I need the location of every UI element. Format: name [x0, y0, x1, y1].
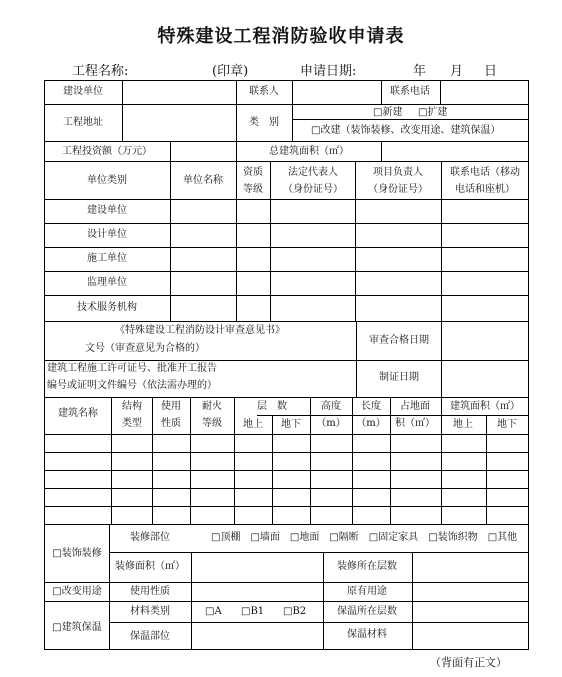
fire-rating-header-2: 等级	[202, 418, 222, 429]
pass-date-label: 审查合格日期	[369, 335, 429, 346]
material-option-b2[interactable]: □B2	[283, 606, 307, 617]
address-label: 工程地址	[63, 117, 103, 128]
phone-label: 联系电话	[390, 86, 430, 97]
application-form-table	[44, 80, 529, 650]
investment-label: 工程投资额（万元）	[62, 146, 152, 157]
decoration-part-label: 装修部位	[130, 532, 170, 543]
material-option-b1[interactable]: □B1	[241, 606, 265, 617]
usage-header: 使用	[161, 401, 181, 412]
project-name-label: 工程名称:	[72, 64, 129, 79]
month-label: 月	[450, 64, 464, 79]
area-above-header: 地上	[453, 419, 473, 430]
option-rebuild[interactable]: □改建（装饰装修、改变用途、建筑保温）	[311, 125, 501, 136]
structure-header: 结构	[122, 401, 142, 412]
project-manager-header: 项目负责人	[373, 167, 423, 178]
page-title: 特殊建设工程消防验收申请表	[157, 26, 405, 47]
total-area-label: 总建筑面积（㎡）	[269, 146, 349, 157]
building-name-header: 建筑名称	[58, 408, 98, 419]
seal-label: (印章)	[212, 64, 249, 79]
design-opinion-label: 《特殊建设工程消防设计审查意见书》	[115, 325, 285, 336]
decoration-floor-label: 装修所在层数	[337, 561, 397, 572]
qualification-header: 资质	[243, 167, 263, 178]
land-area-header: 占地面	[400, 401, 430, 412]
day-label: 日	[484, 64, 498, 79]
insulation-checkbox[interactable]: □建筑保温	[52, 622, 102, 633]
insulation-part-label: 保温部位	[130, 631, 170, 642]
unit-name-header: 单位名称	[183, 175, 223, 186]
area-below-header: 地下	[497, 419, 517, 430]
unit-row-label: 监理单位	[87, 277, 127, 288]
option-new[interactable]: □新建	[373, 107, 403, 118]
decoration-checkbox[interactable]: □装饰装修	[52, 548, 102, 559]
decoration-part-options[interactable]: □顶棚 □墙面 □地面 □隔断 □固定家具 □装饰织物 □其他	[211, 532, 518, 543]
structure-header-2: 类型	[122, 418, 142, 429]
permit-label: 建筑工程施工许可证号、批准开工报告	[47, 363, 217, 374]
change-use-checkbox[interactable]: □改变用途	[52, 586, 102, 597]
usage-header-2: 性质	[161, 418, 181, 429]
builder-label: 建设单位	[63, 86, 103, 97]
original-use-label: 原有用途	[347, 586, 387, 597]
insulation-material-label: 保温材料	[347, 629, 387, 640]
floors-below-header: 地下	[281, 419, 301, 430]
insulation-floor-label: 保温所在层数	[337, 606, 397, 617]
qualification-header-2: 等级	[243, 184, 263, 195]
application-date-label: 申请日期:	[300, 64, 357, 79]
unit-row-label: 设计单位	[87, 229, 127, 240]
land-area-header-2: 积（㎡）	[395, 418, 435, 429]
building-area-header: 建筑面积（㎡）	[450, 401, 520, 412]
unit-row-label: 施工单位	[87, 253, 127, 264]
option-expand[interactable]: □扩建	[418, 107, 448, 118]
contact-phone-header: 联系电话（移动	[450, 167, 520, 178]
height-unit-header: （m）	[316, 418, 346, 429]
legal-rep-id-header: （身份证号）	[283, 184, 343, 195]
floors-above-header: 地上	[243, 419, 263, 430]
certificate-date-label: 制证日期	[379, 372, 419, 383]
category-label: 类 别	[249, 117, 279, 128]
use-nature-label: 使用性质	[130, 586, 170, 597]
length-header: 长度	[361, 401, 381, 412]
contact-phone-header-2: 电话和座机）	[455, 184, 515, 195]
legal-rep-header: 法定代表人	[288, 167, 338, 178]
length-unit-header: （m）	[356, 418, 386, 429]
permit-label-2: 编号或证明文件编号（依法需办理的）	[47, 380, 217, 391]
contact-label: 联系人	[249, 86, 279, 97]
floors-header: 层 数	[257, 401, 287, 412]
height-header: 高度	[321, 401, 341, 412]
material-option-a[interactable]: □A	[205, 606, 222, 617]
project-manager-id-header: （身份证号）	[368, 184, 428, 195]
fire-rating-header: 耐火	[202, 401, 222, 412]
year-label: 年	[413, 64, 427, 79]
design-opinion-number-label: 文号（审查意见为合格的）	[85, 343, 205, 354]
decoration-area-label: 装修面积（㎡）	[115, 561, 185, 572]
back-side-note: （背面有正文）	[430, 656, 507, 669]
material-type-label: 材料类别	[130, 606, 170, 617]
unit-row-label: 建设单位	[87, 205, 127, 216]
unit-row-label: 技术服务机构	[77, 302, 137, 313]
unit-type-header: 单位类别	[87, 175, 127, 186]
